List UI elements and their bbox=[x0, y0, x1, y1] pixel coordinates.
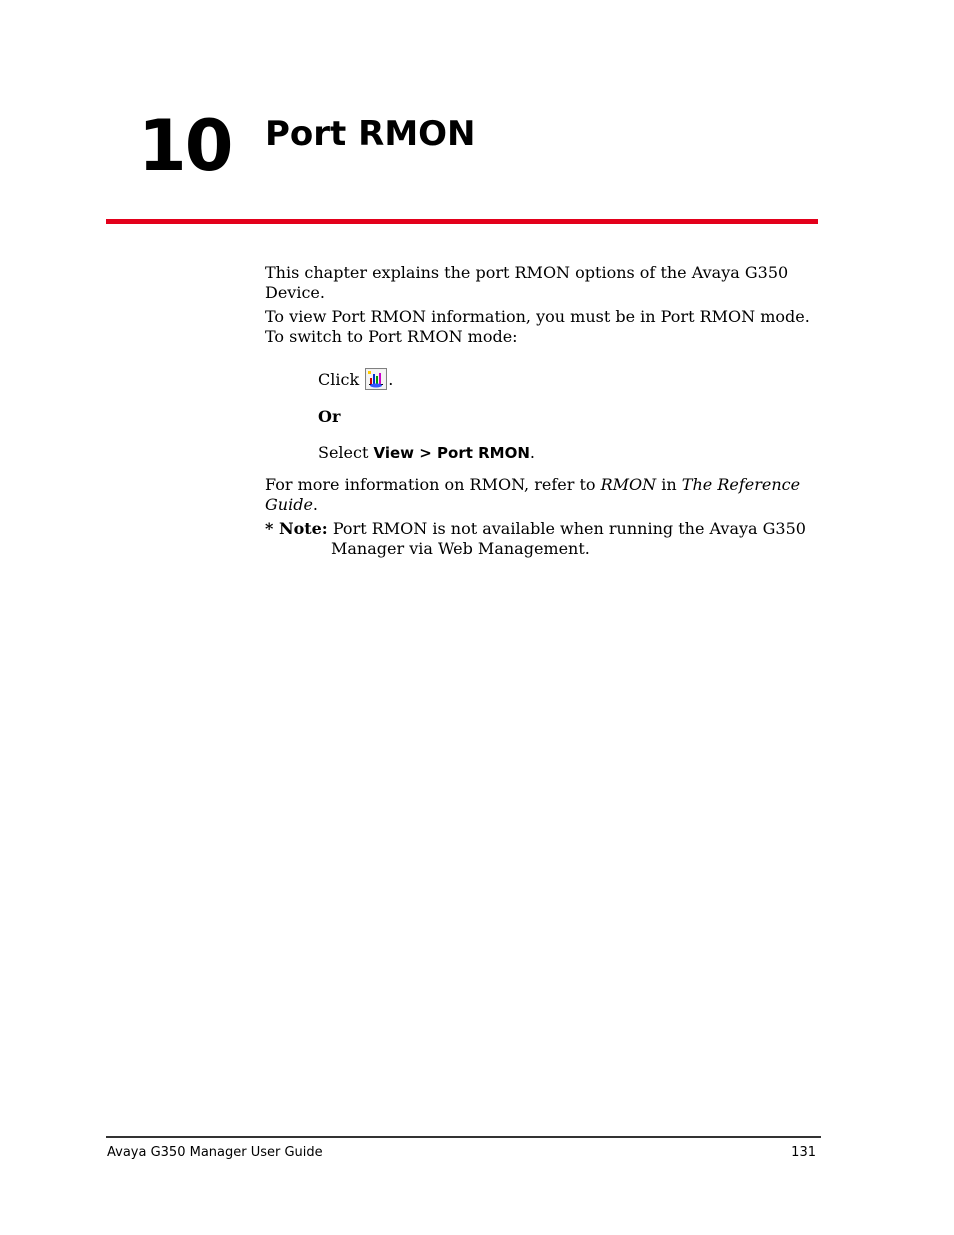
note-block bbox=[265, 519, 825, 539]
step-click-suffix: . bbox=[388, 370, 394, 389]
step-click bbox=[318, 368, 393, 390]
more-info-suffix: . bbox=[312, 495, 319, 514]
footer-divider bbox=[106, 1136, 821, 1138]
step-select-suffix: . bbox=[529, 443, 535, 462]
chapter-number: 10 bbox=[138, 105, 232, 187]
footer-guide-title: Avaya G350 Manager User Guide bbox=[107, 1145, 323, 1160]
more-info-in: in bbox=[661, 475, 677, 494]
chapter-title: Port RMON bbox=[265, 114, 476, 154]
chapter-divider bbox=[106, 219, 818, 224]
menu-path: View > Port RMON bbox=[373, 444, 530, 462]
step-select-label: Select bbox=[318, 443, 369, 462]
more-info-paragraph bbox=[265, 475, 825, 515]
note-line-2: Manager via Web Management. bbox=[331, 539, 590, 558]
step-click-label: Click bbox=[318, 370, 360, 389]
intro-paragraph: This chapter explains the port RMON options of the Avaya G350 Device. bbox=[265, 263, 789, 302]
note-label: * Note: bbox=[265, 519, 328, 538]
or-label: Or bbox=[318, 407, 341, 426]
more-info-guide: The Reference Guide bbox=[265, 475, 801, 514]
mode-paragraph: To view Port RMON information, you must be in Port RMON mode. To switch to Port RMON mode: bbox=[265, 307, 810, 346]
more-info-topic: RMON bbox=[600, 475, 657, 494]
more-info-prefix: For more information on RMON, refer to bbox=[265, 475, 596, 494]
footer-page-number: 131 bbox=[791, 1145, 816, 1160]
port-rmon-icon bbox=[365, 368, 387, 390]
note-line-1: Port RMON is not available when running the Avaya G350 bbox=[332, 519, 806, 538]
step-select bbox=[318, 443, 535, 463]
